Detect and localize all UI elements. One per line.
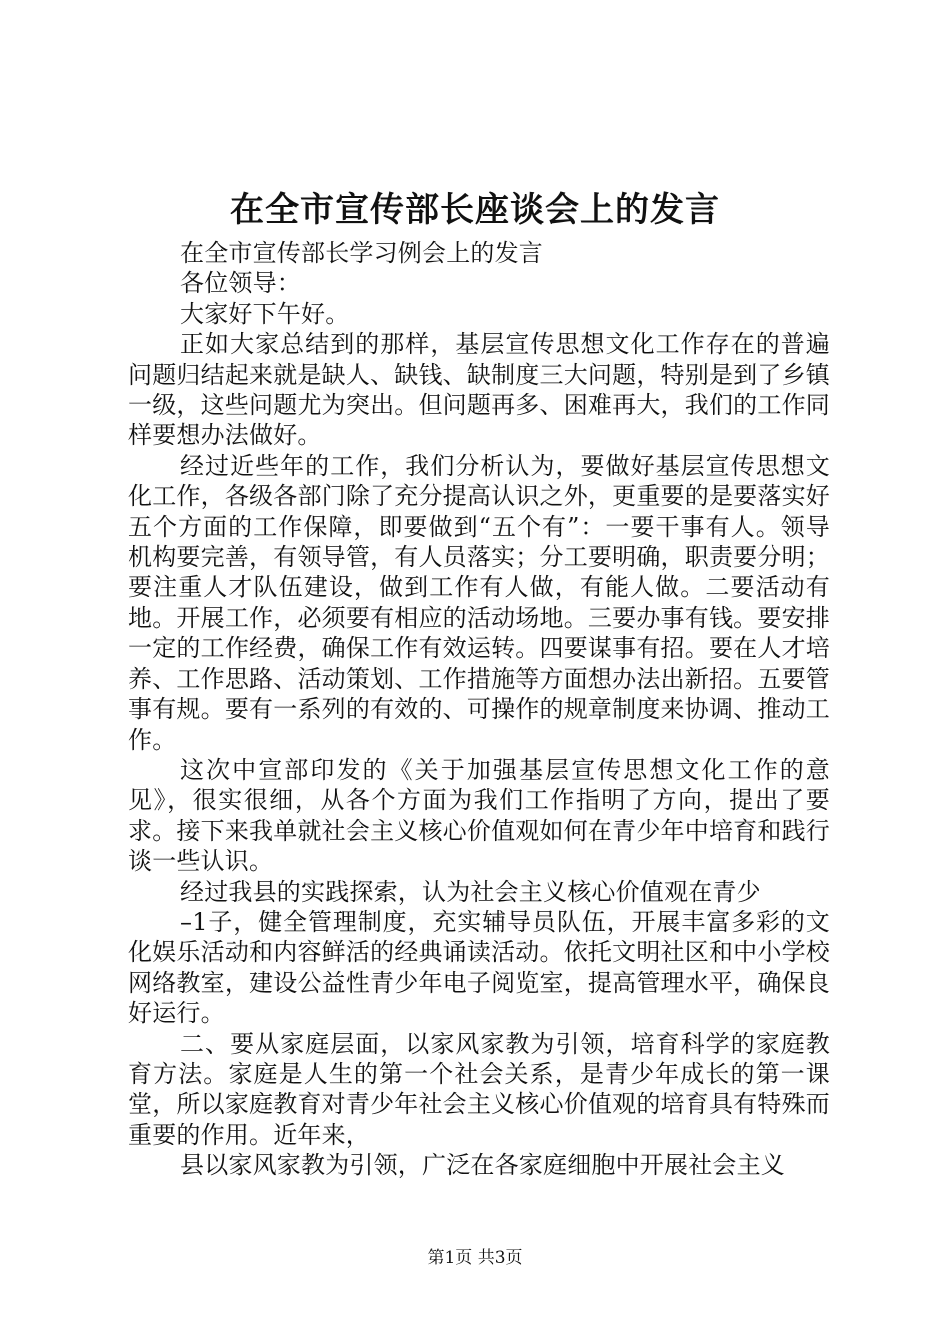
document-title: 在全市宣传部长座谈会上的发言 (230, 190, 720, 230)
paragraph: 经过近些年的工作，我们分析认为，要做好基层宣传思想文化工作，各级各部门除了充分提高认识之外，更重要的是要落实好五个方面的工作保障，即要做到“五个有”：一要干事有人。领导机构要完善，有领导管，有人员落实；分工要明确，职责要分明；要注重人才队伍建设，做到工作有人做，有能人做。二要活动有地。开展工作，必须要有相应的活动场地。三要办事有钱。要安排一定的工作经费，确保工作有效运转。四要谋事有招。要在人才培养、工作思路、活动策划、工作措施等方面想办法出新招。五要管事有规。要有一系列的有效的、可操作的规章制度来协调、推动工作。 (128, 451, 830, 754)
paragraph-salutation: 各位领导： (180, 269, 301, 298)
paragraph: 二、要从家庭层面，以家风家教为引领，培育科学的家庭教育方法。家庭是人生的第一个社会关系，是青少年成长的第一课堂，所以家庭教育对青少年社会主义核心价值观的培育具有特殊而重要的作用。近年来， (128, 1029, 830, 1149)
paragraph-subtitle: 在全市宣传部长学习例会上的发言 (180, 239, 543, 267)
paragraph: 县以家风家教为引领，广泛在各家庭细胞中开展社会主义 (180, 1151, 785, 1180)
paragraph: 正如大家总结到的那样，基层宣传思想文化工作存在的普遍问题归结起来就是缺人、缺钱、缺制度三大问题，特别是到了乡镇一级，这些问题尤为突出。但问题再多、困难再大，我们的工作同样要想办法做好。 (128, 330, 830, 450)
paragraph: 经过我县的实践探索，认为社会主义核心价值观在青少 (180, 877, 761, 906)
paragraph-greeting: 大家好下午好。 (180, 299, 350, 328)
document-body (128, 238, 830, 1181)
paragraph: 这次中宣部印发的《关于加强基层宣传思想文化工作的意见》，很实很细，从各个方面为我们工作指明了方向，提出了要求。接下来我单就社会主义核心价值观如何在青少年中培育和践行谈一些认识。 (128, 755, 830, 876)
paragraph: –1子，健全管理制度，充实辅导员队伍，开展丰富多彩的文化娱乐活动和内容鲜活的经典诵读活动。依托文明社区和中小学校网络教室，建设公益性青少年电子阅览室，提高管理水平，确保良好运行。 (128, 907, 830, 1028)
page-number-footer: 第1页 共3页 (427, 1248, 523, 1268)
